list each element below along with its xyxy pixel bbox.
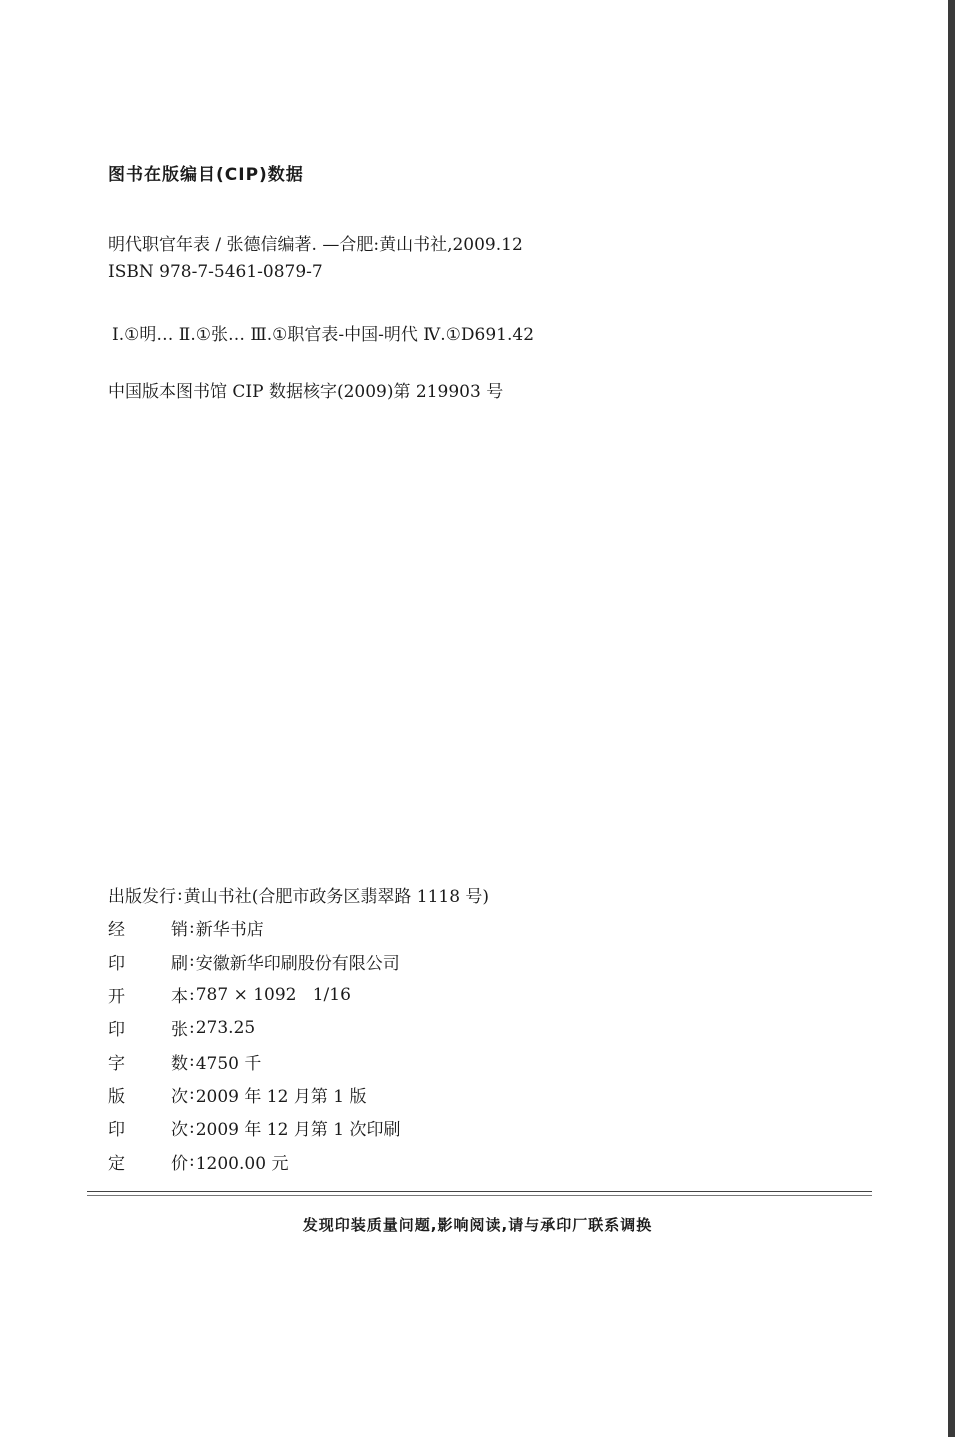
cip-classification-line: Ⅰ.①明… Ⅱ.①张… Ⅲ.①职官表-中国-明代 Ⅳ.①D691.42 — [112, 325, 535, 345]
imprint-value-publisher: 黄山书社(合肥市政务区翡翠路 1118 号) — [183, 887, 490, 908]
imprint-value-word-count: 4750 千 — [195, 1053, 262, 1074]
imprint-value-printer: 安徽新华印刷股份有限公司 — [195, 953, 400, 974]
cip-title-line: 明代职官年表 / 张德信编著. —合肥:黄山书社,2009.12 — [108, 235, 523, 255]
imprint-value-printing: 2009 年 12 月第 1 次印刷 — [195, 1120, 401, 1141]
cip-isbn-line: ISBN 978-7-5461-0879-7 — [108, 262, 323, 282]
divider-rule — [87, 1195, 872, 1196]
imprint-value-sheets: 273.25 — [195, 1017, 256, 1038]
imprint-label: 版 次 — [108, 1086, 188, 1107]
imprint-label: 定 价 — [108, 1153, 188, 1174]
imprint-row-printer: 印 刷 : 安徽新华印刷股份有限公司 — [108, 945, 489, 978]
imprint-value-price: 1200.00 元 — [195, 1153, 289, 1174]
imprint-label: 字 数 — [108, 1053, 188, 1074]
imprint-label: 经 销 — [108, 920, 188, 941]
imprint-row-publisher: 出版发行 : 黄山书社(合肥市政务区翡翠路 1118 号) — [108, 878, 489, 911]
imprint-row-sheets: 印 张 : 273.25 — [108, 1011, 489, 1044]
imprint-value-edition: 2009 年 12 月第 1 版 — [195, 1086, 367, 1107]
imprint-value-distributor: 新华书店 — [195, 920, 264, 941]
imprint-row-distributor: 经 销 : 新华书店 — [108, 911, 489, 944]
imprint-row-edition: 版 次 : 2009 年 12 月第 1 版 — [108, 1078, 489, 1111]
imprint-label: 印 刷 — [108, 953, 188, 974]
quality-notice: 发现印装质量问题,影响阅读,请与承印厂联系调换 — [302, 1216, 653, 1234]
imprint-label: 开 本 — [108, 987, 188, 1008]
imprint-row-printing: 印 次 : 2009 年 12 月第 1 次印刷 — [108, 1111, 489, 1144]
imprint-label-publisher: 出版发行 — [108, 887, 176, 908]
cip-heading: 图书在版编目(CIP)数据 — [108, 165, 304, 185]
imprint-block — [108, 878, 489, 1178]
imprint-label: 印 张 — [108, 1020, 188, 1041]
divider-rule — [87, 1191, 872, 1192]
cip-record-line: 中国版本图书馆 CIP 数据核字(2009)第 219903 号 — [108, 382, 504, 402]
imprint-value-format: 787 × 1092 1/16 — [195, 984, 351, 1005]
imprint-row-price: 定 价 : 1200.00 元 — [108, 1144, 489, 1177]
imprint-row-word-count: 字 数 : 4750 千 — [108, 1044, 489, 1077]
imprint-label: 印 次 — [108, 1120, 188, 1141]
imprint-row-format: 开 本 : 787 × 1092 1/16 — [108, 978, 489, 1011]
